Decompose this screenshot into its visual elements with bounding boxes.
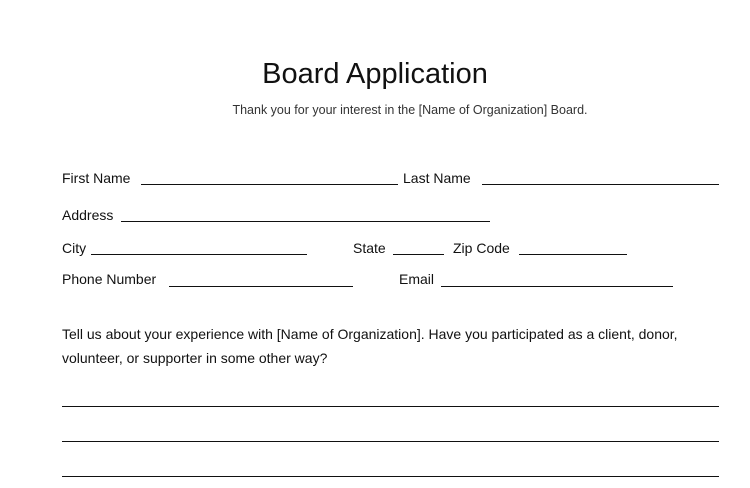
answer-line-1[interactable] xyxy=(62,406,719,407)
last-name-field[interactable] xyxy=(482,184,719,185)
experience-question: Tell us about your experience with [Name of Organization]. Have you participated as a client, donor, volunteer, or supporter in some other way? xyxy=(62,326,678,366)
phone-number-field[interactable] xyxy=(169,286,353,287)
answer-line-3[interactable] xyxy=(62,476,719,477)
email-label: Email xyxy=(399,271,435,287)
state-field[interactable] xyxy=(393,254,444,255)
first-name-field[interactable] xyxy=(141,184,398,185)
zip-code-label: Zip Code xyxy=(453,240,510,256)
city-label: City xyxy=(62,240,87,256)
email-field[interactable] xyxy=(441,286,673,287)
address-label: Address xyxy=(62,207,114,223)
form-title: Board Application xyxy=(262,58,488,90)
phone-number-label: Phone Number xyxy=(62,271,157,287)
first-name-label: First Name xyxy=(62,170,131,186)
zip-code-field[interactable] xyxy=(519,254,627,255)
answer-line-2[interactable] xyxy=(62,441,719,442)
address-field[interactable] xyxy=(121,221,490,222)
city-field[interactable] xyxy=(91,254,307,255)
form-subtitle: Thank you for your interest in the [Name of Organization] Board. xyxy=(232,103,588,117)
last-name-label: Last Name xyxy=(403,170,471,186)
state-label: State xyxy=(353,240,386,256)
